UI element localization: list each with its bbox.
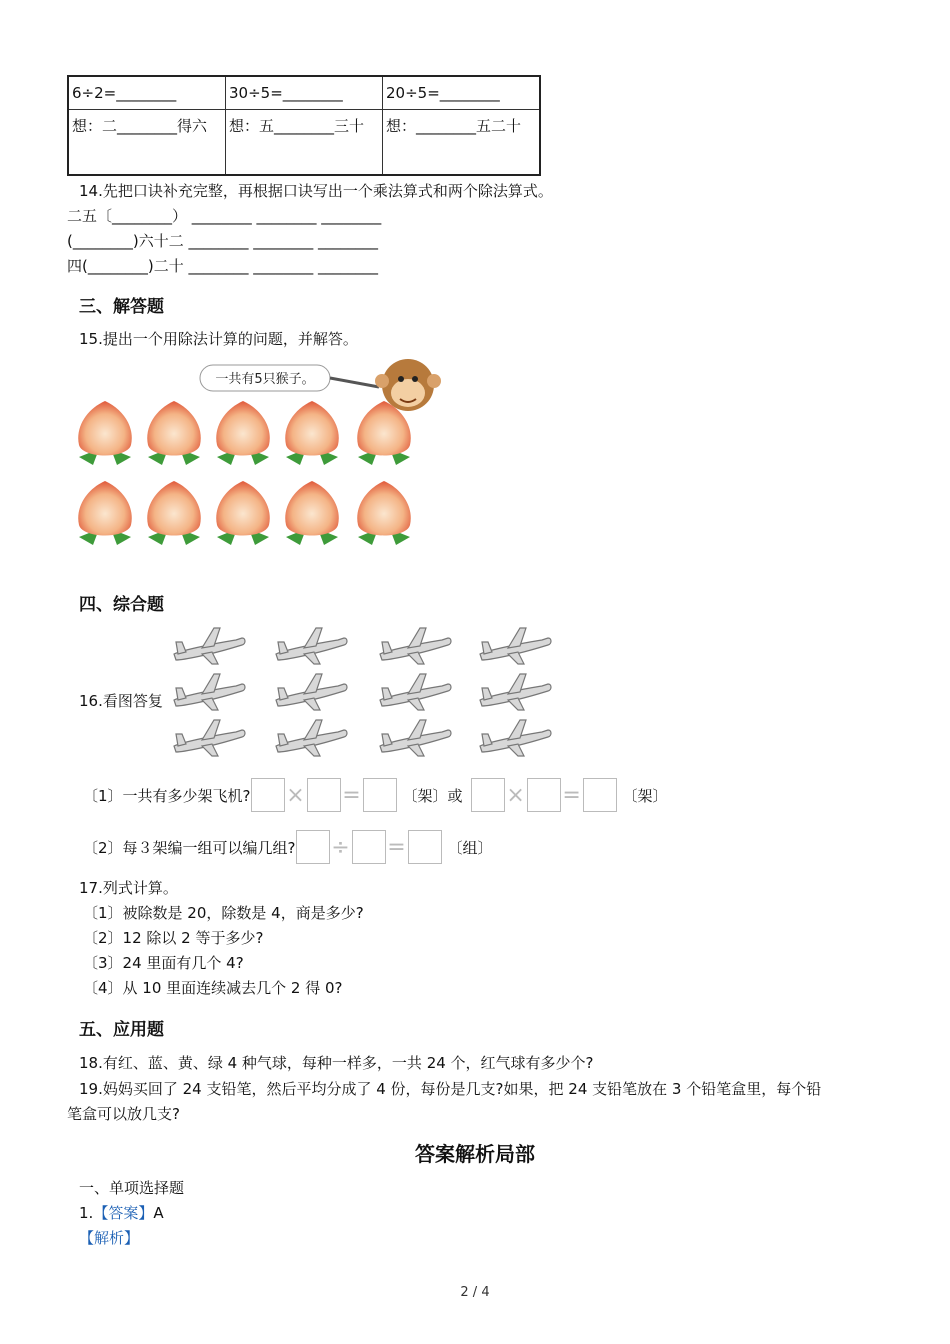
peach-illustration-svg: [67, 355, 447, 555]
table-cell: 30÷5=________: [226, 76, 383, 110]
section-title-3: 三、解答题: [79, 297, 164, 317]
fill-table: [67, 75, 541, 176]
q17-item: 〔3〕24 里面有几个 4?: [83, 954, 244, 972]
table-cell: 6÷2=________: [68, 76, 226, 110]
table-cell: 想：________五二十: [383, 110, 541, 176]
equals-sign: =: [342, 782, 361, 808]
q17-item: 〔1〕被除数是 20，除数是 4，商是多少?: [83, 904, 364, 922]
section-title-5: 五、应用题: [79, 1020, 164, 1040]
answer-box[interactable]: [363, 778, 397, 812]
answer-value: A: [153, 1204, 164, 1222]
q16-part1-text: 〔1〕一共有多少架飞机?: [83, 786, 251, 805]
q17-item: 〔2〕12 除以 2 等于多少?: [83, 929, 264, 947]
answer-box[interactable]: [296, 830, 330, 864]
answer-box[interactable]: [471, 778, 505, 812]
times-sign: ×: [286, 782, 305, 808]
q17-item: 〔4〕从 10 里面连续减去几个 2 得 0?: [83, 979, 343, 997]
unit-label: 〔组〕: [447, 838, 493, 857]
table-cell: 想：五________三十: [226, 110, 383, 176]
page-number: 2 / 4: [460, 1285, 490, 1300]
answer-box[interactable]: [408, 830, 442, 864]
answer-tag: 【答案】: [93, 1204, 154, 1222]
table-cell: 想：二________得六: [68, 110, 226, 176]
airplane-grid-svg: [170, 622, 560, 762]
unit-label: 〔架〕或: [402, 786, 463, 805]
airplane-grid: [170, 622, 560, 762]
q18-text: 18.有红、蓝、黄、绿 4 种气球，每种一样多，一共 24 个，红气球有多少个?: [79, 1054, 594, 1072]
q19-line-2: 笔盒可以放几支?: [67, 1105, 180, 1123]
q17-text: 17.列式计算。: [79, 879, 178, 897]
answer-box[interactable]: [527, 778, 561, 812]
answer-box[interactable]: [251, 778, 285, 812]
q14-line-3: 四(________)二十 ________ ________ ________: [67, 257, 379, 275]
speech-bubble-text: 一共有5只猴子。: [215, 372, 315, 387]
q19-line-1: 19.妈妈买回了 24 支铅笔，然后平均分成了 4 份，每份是几支?如果，把 24 支铅笔放在 3 个铅笔盒里，每个铅: [79, 1080, 822, 1098]
answer-box[interactable]: [307, 778, 341, 812]
answer-box[interactable]: [352, 830, 386, 864]
answers-section-1: 一、单项选择题: [79, 1179, 185, 1197]
q14-text: 14.先把口诀补充完整，再根据口诀写出一个乘法算式和两个除法算式。: [79, 182, 553, 200]
unit-label: 〔架〕: [622, 786, 668, 805]
peach-monkey-illustration: [67, 355, 447, 555]
q16-part2: [83, 830, 493, 864]
q14-line-1: 二五〔________） ________ ________ ________: [67, 207, 382, 225]
divide-sign: ÷: [331, 834, 350, 860]
q14-line-2: (________)六十二 ________ ________ ________: [67, 232, 379, 250]
answer-number: 1.: [79, 1204, 94, 1222]
q16-label: 16.看图答复: [79, 692, 163, 710]
answer-line-1: [79, 1202, 164, 1223]
q16-part2-text: 〔2〕每３架编一组可以编几组?: [83, 838, 296, 857]
section-title-4: 四、综合题: [79, 595, 164, 615]
answers-title: 答案解析局部: [415, 1142, 535, 1166]
times-sign: ×: [506, 782, 525, 808]
answer-box[interactable]: [583, 778, 617, 812]
q15-text: 15.提出一个用除法计算的问题，并解答。: [79, 330, 358, 348]
equals-sign: =: [387, 834, 406, 860]
equals-sign: =: [562, 782, 581, 808]
analysis-tag: 【解析】: [79, 1229, 140, 1247]
q16-part1: [83, 778, 668, 812]
table-cell: 20÷5=________: [383, 76, 541, 110]
